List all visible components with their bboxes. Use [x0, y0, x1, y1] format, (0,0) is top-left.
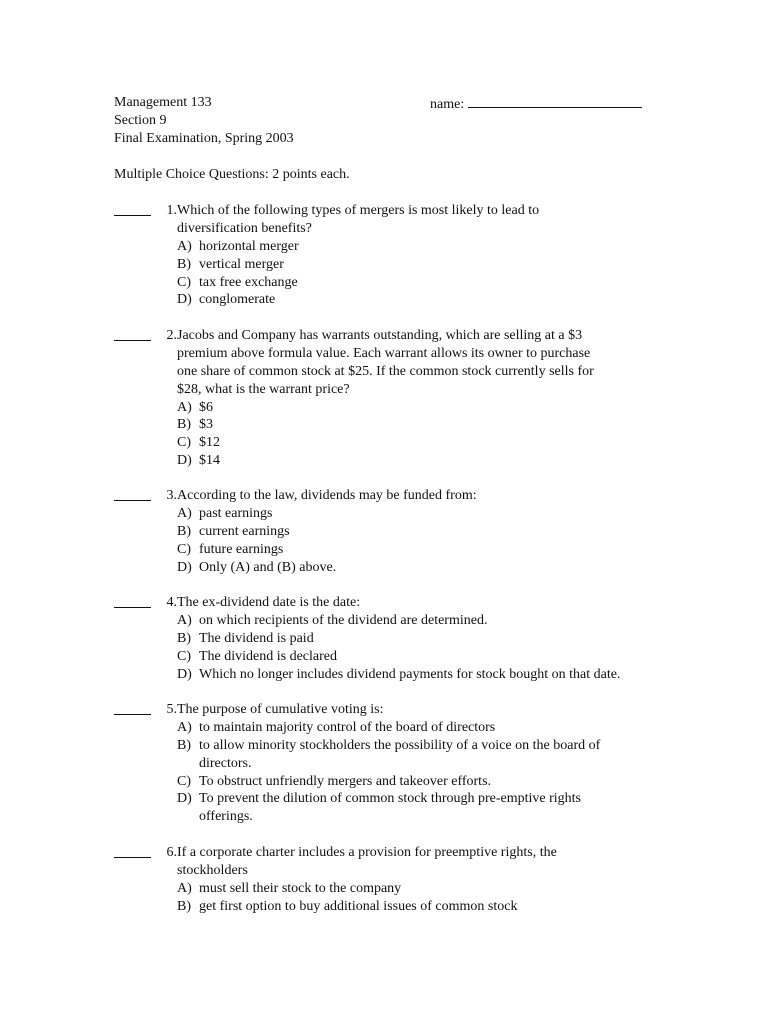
choice-letter: A) [177, 238, 192, 254]
question-stem-line: stockholders [177, 862, 248, 878]
choice-a [114, 238, 674, 256]
question-3 [114, 487, 674, 576]
name-label: name: [430, 97, 465, 112]
question-stem-line: According to the law, dividends may be funded from: [177, 488, 477, 503]
choice-letter: A) [177, 719, 192, 735]
name-field[interactable] [430, 94, 642, 114]
question-number: 3. [166, 488, 177, 503]
choice-a [114, 719, 674, 737]
choice-letter: D) [177, 453, 192, 469]
choice-text: vertical merger [199, 256, 284, 272]
choice-letter: C) [177, 274, 191, 290]
choice-c [114, 773, 674, 791]
choice-text: Which no longer includes dividend payments for stock bought on that date. [199, 666, 621, 682]
course-title: Management 133 [114, 95, 212, 110]
choice-text: $12 [199, 435, 220, 451]
choice-letter: B) [177, 898, 191, 914]
choice-letter: C) [177, 435, 191, 451]
question-number: 6. [166, 845, 177, 860]
question-1 [114, 202, 674, 309]
choice-b [114, 898, 674, 916]
choice-text-continued: offerings. [199, 809, 253, 825]
question-stem-line: The purpose of cumulative voting is: [177, 702, 384, 717]
answer-blank-1[interactable] [114, 215, 151, 216]
choice-text: future earnings [199, 541, 284, 557]
section-label: Section 9 [114, 113, 167, 128]
choice-letter: A) [177, 880, 192, 896]
choice-text: The dividend is declared [199, 648, 338, 664]
question-stem-line: If a corporate charter includes a provision for preemptive rights, the [177, 845, 557, 860]
question-stem-line: one share of common stock at $25. If the common stock currently sells for [177, 363, 594, 379]
instructions: Multiple Choice Questions: 2 points each. [114, 167, 350, 182]
choice-d [114, 291, 674, 309]
question-stem-line: The ex-dividend date is the date: [177, 595, 361, 610]
question-5 [114, 701, 674, 826]
choice-text: to maintain majority control of the board of directors [199, 719, 496, 735]
choice-letter: D) [177, 666, 192, 682]
choice-letter: A) [177, 399, 192, 415]
choice-a [114, 612, 674, 630]
choice-letter: C) [177, 541, 191, 557]
choice-letter: A) [177, 505, 192, 521]
choice-b [114, 416, 674, 434]
choice-text: tax free exchange [199, 274, 298, 290]
question-4 [114, 594, 674, 683]
question-6 [114, 844, 674, 916]
question-number: 4. [166, 595, 177, 610]
choice-text: horizontal merger [199, 238, 299, 254]
choice-letter: C) [177, 773, 191, 789]
question-2 [114, 327, 674, 470]
choice-letter: B) [177, 417, 191, 433]
choice-b [114, 256, 674, 274]
choice-letter: B) [177, 256, 191, 272]
choice-letter: B) [177, 523, 191, 539]
choice-text: past earnings [199, 505, 273, 521]
question-stem-line: premium above formula value. Each warrant allows its owner to purchase [177, 345, 591, 361]
choice-letter: D) [177, 292, 192, 308]
choice-text: The dividend is paid [199, 630, 314, 646]
question-stem-line: diversification benefits? [177, 220, 312, 236]
choice-text: current earnings [199, 523, 290, 539]
choice-letter: C) [177, 648, 191, 664]
choice-text: get first option to buy additional issues of common stock [199, 898, 518, 914]
choice-letter: B) [177, 737, 191, 753]
answer-blank-3[interactable] [114, 500, 151, 501]
exam-header [114, 94, 674, 148]
choice-text: $14 [199, 453, 220, 469]
answer-blank-6[interactable] [114, 857, 151, 858]
choice-d [114, 790, 674, 808]
choice-d [114, 666, 674, 684]
choice-text: $3 [199, 417, 213, 433]
choice-c [114, 434, 674, 452]
choice-a [114, 399, 674, 417]
choice-letter: B) [177, 630, 191, 646]
choice-a [114, 505, 674, 523]
choice-letter: D) [177, 559, 192, 575]
question-number: 2. [166, 328, 177, 343]
question-stem-line: Which of the following types of mergers is most likely to lead to [177, 203, 540, 218]
question-number: 1. [166, 203, 177, 218]
choice-text: to allow minority stockholders the possibility of a voice on the board of [199, 737, 601, 753]
exam-title: Final Examination, Spring 2003 [114, 131, 294, 146]
question-stem-line: Jacobs and Company has warrants outstanding, which are selling at a $3 [177, 328, 583, 343]
choice-c [114, 541, 674, 559]
choice-text: Only (A) and (B) above. [199, 559, 337, 575]
name-blank-line[interactable] [468, 94, 642, 108]
choice-text: conglomerate [199, 292, 276, 308]
answer-blank-4[interactable] [114, 607, 151, 608]
choice-text: To prevent the dilution of common stock through pre-emptive rights [199, 791, 581, 807]
choice-text: on which recipients of the dividend are determined. [199, 612, 488, 628]
choice-a [114, 880, 674, 898]
choice-b [114, 630, 674, 648]
question-number: 5. [166, 702, 177, 717]
choice-d [114, 559, 674, 577]
question-stem-line: $28, what is the warrant price? [177, 381, 350, 397]
choice-text: $6 [199, 399, 213, 415]
choice-b [114, 523, 674, 541]
answer-blank-5[interactable] [114, 714, 151, 715]
choice-c [114, 274, 674, 292]
choice-text-continued: directors. [199, 755, 252, 771]
choice-d [114, 452, 674, 470]
choice-text: must sell their stock to the company [199, 880, 402, 896]
choice-letter: A) [177, 612, 192, 628]
choice-text: To obstruct unfriendly mergers and takeover efforts. [199, 773, 492, 789]
choice-letter: D) [177, 791, 192, 807]
answer-blank-2[interactable] [114, 340, 151, 341]
choice-b [114, 737, 674, 755]
choice-c [114, 648, 674, 666]
